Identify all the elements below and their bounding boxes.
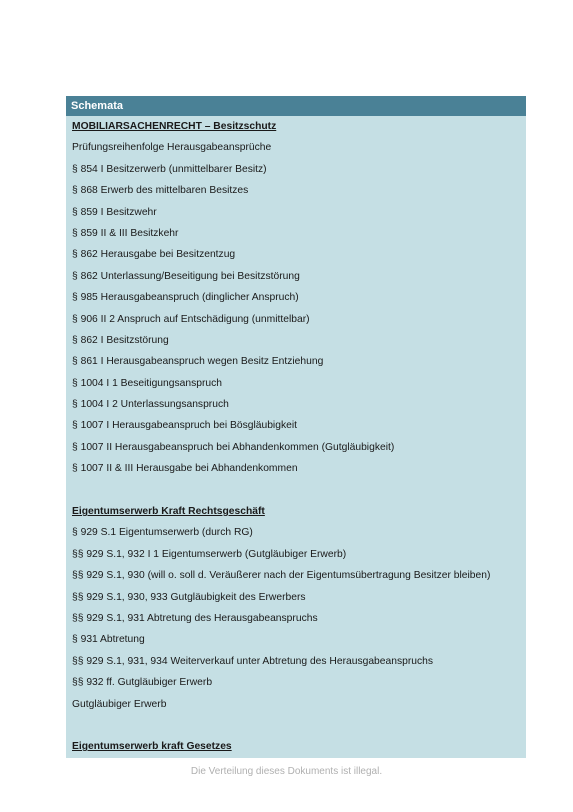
list-item: §§ 929 S.1, 930, 933 Gutgläubigkeit des Erwerbers — [72, 591, 306, 603]
table-rows — [66, 116, 526, 758]
schemata-table — [66, 96, 526, 758]
list-item: § 1007 I Herausgabeanspruch bei Bösgläubigkeit — [72, 420, 297, 432]
list-item: § 862 Unterlassung/Beseitigung bei Besitzstörung — [72, 270, 300, 282]
list-item: § 1004 I 1 Beseitigungsanspruch — [72, 377, 222, 389]
list-item: § 859 I Besitzwehr — [72, 206, 157, 218]
list-item: §§ 929 S.1, 932 I 1 Eigentumserwerb (Gutgläubiger Erwerb) — [72, 548, 347, 560]
footer-notice: Die Verteilung dieses Dokuments ist illegal. — [190, 766, 383, 777]
list-item: § 859 II & III Besitzkehr — [72, 227, 179, 239]
list-item: § 1007 II Herausgabeanspruch bei Abhandenkommen (Gutgläubigkeit) — [72, 441, 395, 453]
list-item: § 1004 I 2 Unterlassungsanspruch — [72, 399, 229, 411]
list-item: § 931 Abtretung — [72, 634, 145, 646]
list-item: § 868 Erwerb des mittelbaren Besitzes — [72, 185, 249, 197]
section-heading: Eigentumserwerb kraft Gesetzes — [72, 741, 232, 753]
list-item: § 929 S.1 Eigentumserwerb (durch RG) — [72, 527, 253, 539]
list-item: §§ 929 S.1, 931, 934 Weiterverkauf unter Abtretung des Herausgabeanspruchs — [72, 655, 434, 667]
list-item: § 854 I Besitzerwerb (unmittelbarer Besitz) — [72, 163, 267, 175]
list-item: Gutgläubiger Erwerb — [72, 698, 167, 710]
list-item: § 985 Herausgabeanspruch (dinglicher Anspruch) — [72, 292, 299, 304]
row-spacer — [72, 480, 526, 501]
list-item: § 862 Herausgabe bei Besitzentzug — [72, 249, 236, 261]
section-heading: Eigentumserwerb Kraft Rechtsgeschäft — [72, 506, 265, 518]
section-heading: MOBILIARSACHENRECHT – Besitzschutz — [72, 121, 277, 132]
list-item: §§ 932 ff. Gutgläubiger Erwerb — [72, 677, 213, 689]
list-item: §§ 929 S.1, 930 (will o. soll d. Veräußerer nach der Eigentumsübertragung Besitzer bleiben) — [72, 570, 491, 582]
list-item: § 906 II 2 Anspruch auf Entschädigung (unmittelbar) — [72, 313, 310, 325]
table-header: Schemata — [66, 96, 526, 116]
list-item: § 861 I Herausgabeanspruch wegen Besitz Entziehung — [72, 356, 324, 368]
list-item: §§ 929 S.1, 931 Abtretung des Herausgabeanspruchs — [72, 612, 318, 624]
list-item: § 1007 II & III Herausgabe bei Abhandenkommen — [72, 463, 298, 475]
list-item: § 862 I Besitzstörung — [72, 334, 169, 346]
list-item: Prüfungsreihenfolge Herausgabeansprüche — [72, 142, 272, 154]
row-spacer — [72, 715, 526, 736]
